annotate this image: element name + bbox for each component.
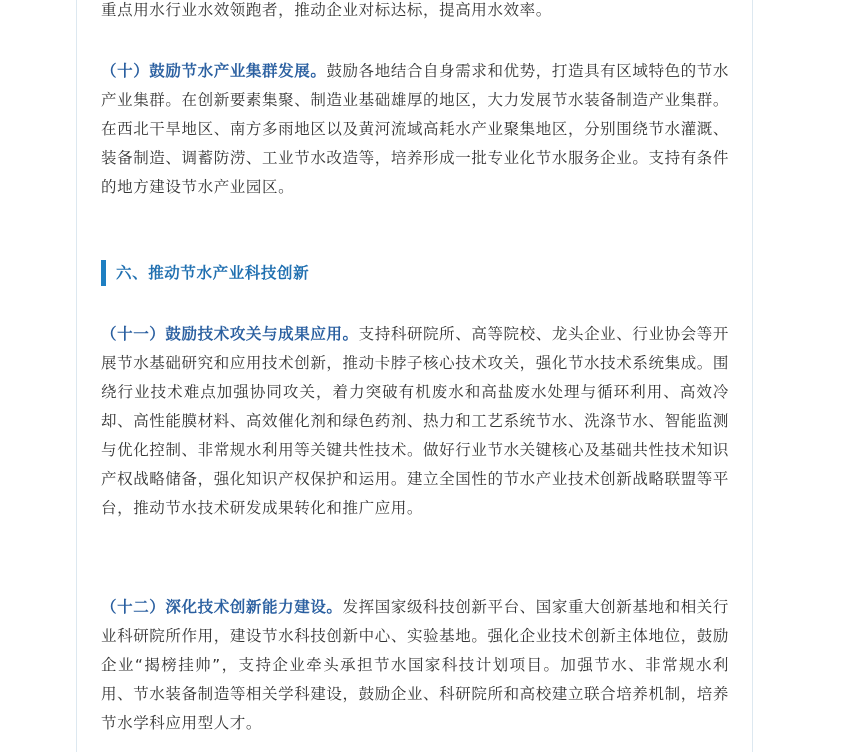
paragraph-text: 重点用水行业水效领跑者，推动企业对标达标，提高用水效率。 bbox=[101, 1, 552, 19]
paragraph-12-innovation-capacity bbox=[101, 593, 729, 738]
paragraph-10-industry-cluster bbox=[101, 57, 729, 202]
paragraph-lead-heading: （十一）鼓励技术攻关与成果应用。 bbox=[101, 325, 359, 343]
paragraph-water-efficiency-leader bbox=[101, 0, 729, 25]
section-heading bbox=[101, 258, 729, 288]
paragraph-text: 支持科研院所、高等院校、龙头企业、行业协会等开展节水基础研究和应用技术创新，推动卡脖子核心技术攻关，强化节水技术系统集成。围绕行业技术难点加强协同攻关，着力突破有机废水和高盐废水处理与循环利用、高效冷却、高性能膜材料、高效催化剂和绿色药剂、热力和工艺系统节水、洗涤节水、智能监测与优化控制、非常规水利用等关键共性技术。做好行业节水关键核心及基础共性技术知识产权战略储备，强化知识产权保护和运用。建立全国性的节水产业技术创新战略联盟等平台，推动节水技术研发成果转化和推广应用。 bbox=[101, 325, 729, 517]
section-heading-bar bbox=[101, 260, 106, 286]
paragraph-lead-heading: （十）鼓励节水产业集群发展。 bbox=[101, 62, 327, 80]
paragraph-text: 鼓励各地结合自身需求和优势，打造具有区域特色的节水产业集群。在创新要素集聚、制造业基础雄厚的地区，大力发展节水装备制造产业集群。在西北干旱地区、南方多雨地区以及黄河流域高耗水产业聚集地区，分别围绕节水灌溉、装备制造、调蓄防涝、工业节水改造等，培养形成一批专业化节水服务企业。支持有条件的地方建设节水产业园区。 bbox=[101, 62, 729, 196]
paragraph-text: 发挥国家级科技创新平台、国家重大创新基地和相关行业科研院所作用，建设节水科技创新中心、实验基地。强化企业技术创新主体地位，鼓励企业“揭榜挂帅”，支持企业牵头承担节水国家科技计划项目。加强节水、非常规水利用、节水装备制造等相关学科建设，鼓励企业、科研院所和高校建立联合培养机制，培养节水学科应用型人才。 bbox=[101, 598, 729, 732]
article-column bbox=[76, 0, 753, 752]
paragraph-11-tech-breakthrough bbox=[101, 320, 729, 523]
section-heading-title: 六、推动节水产业科技创新 bbox=[116, 264, 310, 282]
paragraph-lead-heading: （十二）深化技术创新能力建设。 bbox=[101, 598, 343, 616]
